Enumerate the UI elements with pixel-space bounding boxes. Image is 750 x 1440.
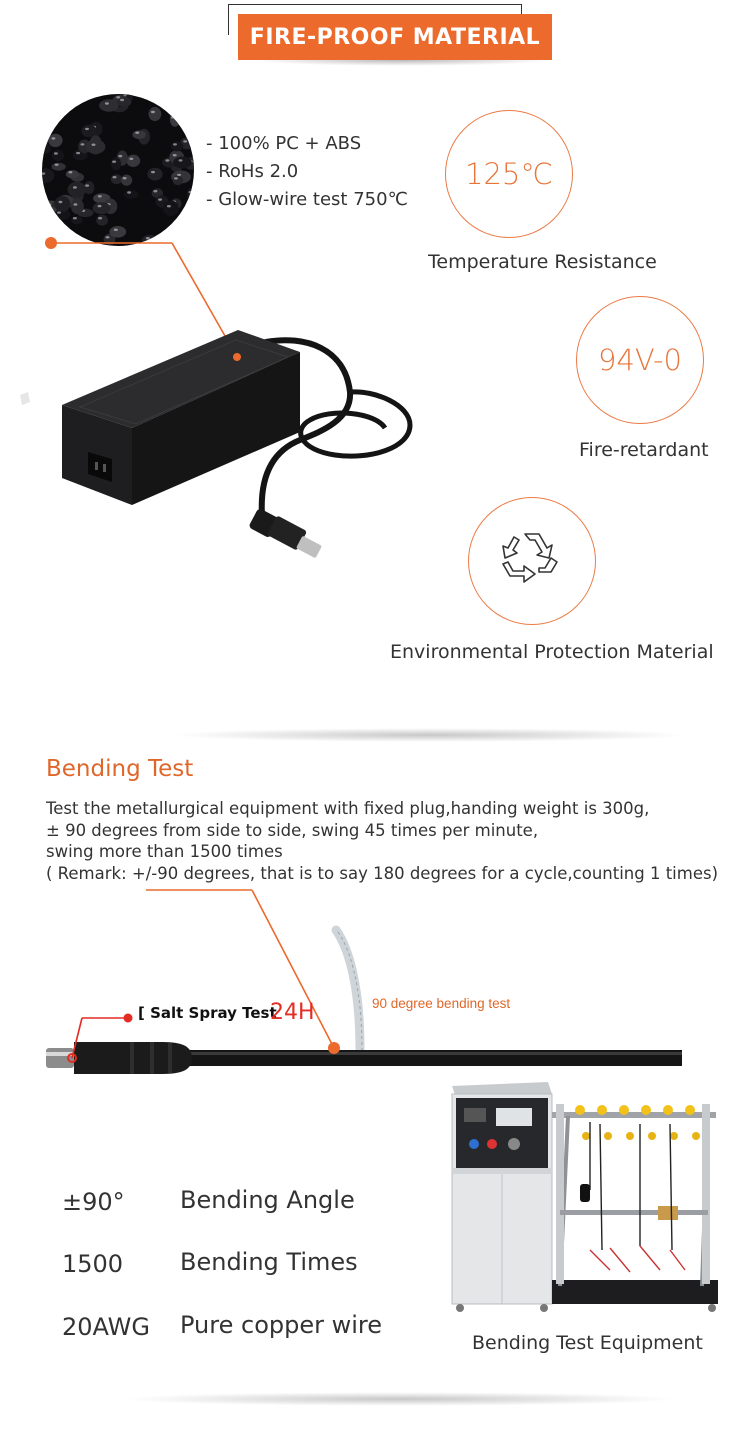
section-divider (170, 728, 690, 742)
bend-label: 90 degree bending test (372, 996, 511, 1011)
description-line: ( Remark: +/-90 degrees, that is to say 180 degrees for a cycle,counting 1 times) (46, 863, 719, 883)
temperature-caption-text: Temperature Resistance (428, 251, 657, 273)
environmental-caption: Environmental Protection Material (390, 641, 714, 663)
fire-rating-circle: 94V-0 (576, 296, 704, 424)
temperature-caption (428, 251, 660, 273)
temperature-circle: 125℃ (445, 110, 573, 238)
section-divider (120, 1392, 680, 1406)
salt-spray-hours: 24H (270, 1000, 315, 1025)
section-title: FIRE-PROOF MATERIAL (238, 14, 552, 60)
material-item: - 100% PC + ABS (206, 133, 362, 154)
spec-value: ±90° (62, 1188, 125, 1216)
spec-label: Pure copper wire (180, 1311, 383, 1339)
spec-label: Bending Times (180, 1248, 358, 1276)
spec-value: 20AWG (62, 1313, 150, 1341)
material-item: - RoHs 2.0 (206, 161, 299, 182)
description-line: Test the metallurgical equipment with fixed plug,handing weight is 300g, (46, 799, 650, 818)
spec-value: 1500 (62, 1250, 124, 1278)
recycle-circle (468, 497, 596, 625)
material-item: - Glow-wire test 750℃ (206, 189, 408, 210)
bend-point-dot (328, 1042, 340, 1054)
equipment-caption: Bending Test Equipment (472, 1332, 703, 1354)
cable-bending-illustration (0, 870, 750, 1090)
fire-retardant-caption: Fire-retardant (579, 439, 709, 461)
description-line: ± 90 degrees from side to side, swing 45 times per minute, (46, 820, 539, 840)
spec-label: Bending Angle (180, 1186, 355, 1214)
bending-title: Bending Test (46, 756, 194, 782)
recycle-icon (499, 528, 565, 594)
description-line: swing more than 1500 times (46, 842, 283, 861)
bending-test-equipment-image (440, 1080, 725, 1315)
salt-spray-label: [ Salt Spray Test (138, 1004, 277, 1022)
